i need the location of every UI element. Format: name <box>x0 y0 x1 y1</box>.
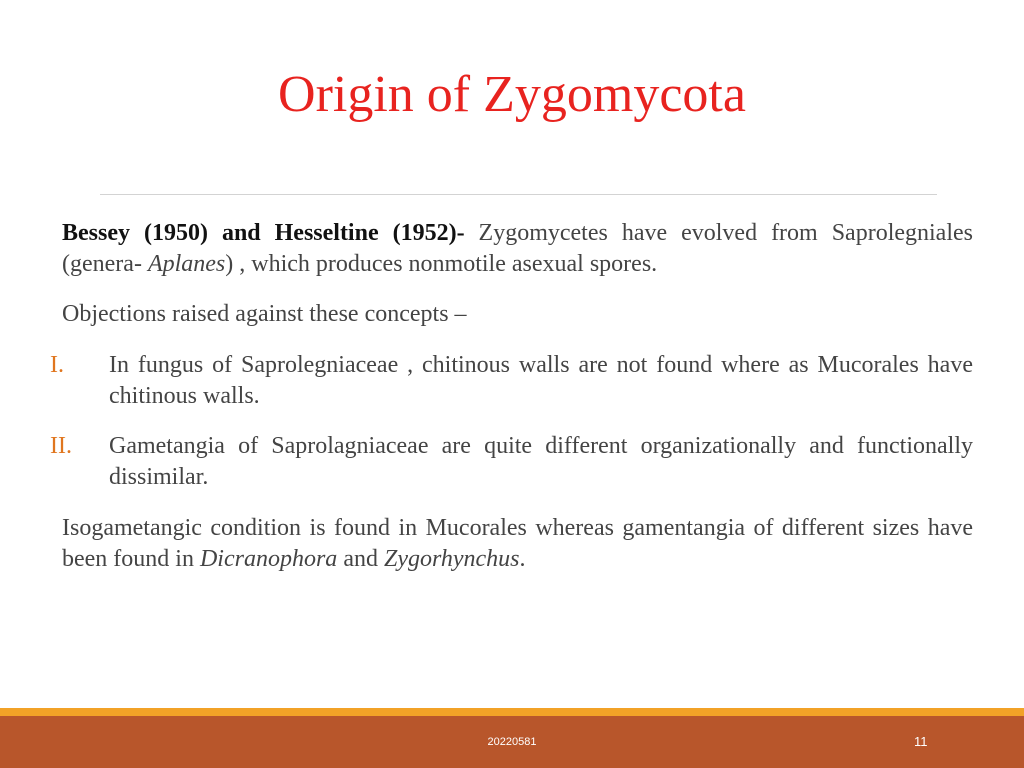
slide-number: 11 <box>914 734 928 749</box>
footer-accent-stripe <box>0 708 1024 716</box>
genus-zygorhynchus: Zygorhynchus <box>383 546 520 572</box>
paragraph-bold-lead: Bessey (1950) and Hesseltine (1952)- <box>62 220 465 246</box>
paragraph-bessey <box>62 218 973 280</box>
paragraph-text: and <box>337 546 384 572</box>
list-text: In fungus of Saprolegniaceae , chitinous walls are not found where as Mucorales have chitinous walls. <box>109 352 973 409</box>
genus-aplanes: Aplanes <box>147 251 226 277</box>
title-divider <box>100 194 937 195</box>
paragraph-text: ) , which produces nonmotile asexual spores. <box>225 251 658 277</box>
paragraph-text: . <box>519 546 526 572</box>
paragraph-text: Isogametangic condition is found in Mucorales whereas gamentangia of different sizes have been found in <box>62 515 973 572</box>
paragraph-objections: Objections raised against these concepts – <box>62 301 467 327</box>
list-number: II. <box>50 433 72 459</box>
list-number: I. <box>50 352 64 378</box>
paragraph-isogametangic <box>62 513 973 575</box>
footer-date: 20220581 <box>487 736 537 748</box>
list-text: Gametangia of Saprolagniaceae are quite different organizationally and functionally dissimilar. <box>109 433 973 490</box>
genus-dicranophora: Dicranophora <box>199 546 338 572</box>
paragraph-text: Zygomycetes have evolved from Saprolegniales (genera- <box>62 220 973 277</box>
slide-title: Origin of Zygomycota <box>278 66 746 123</box>
